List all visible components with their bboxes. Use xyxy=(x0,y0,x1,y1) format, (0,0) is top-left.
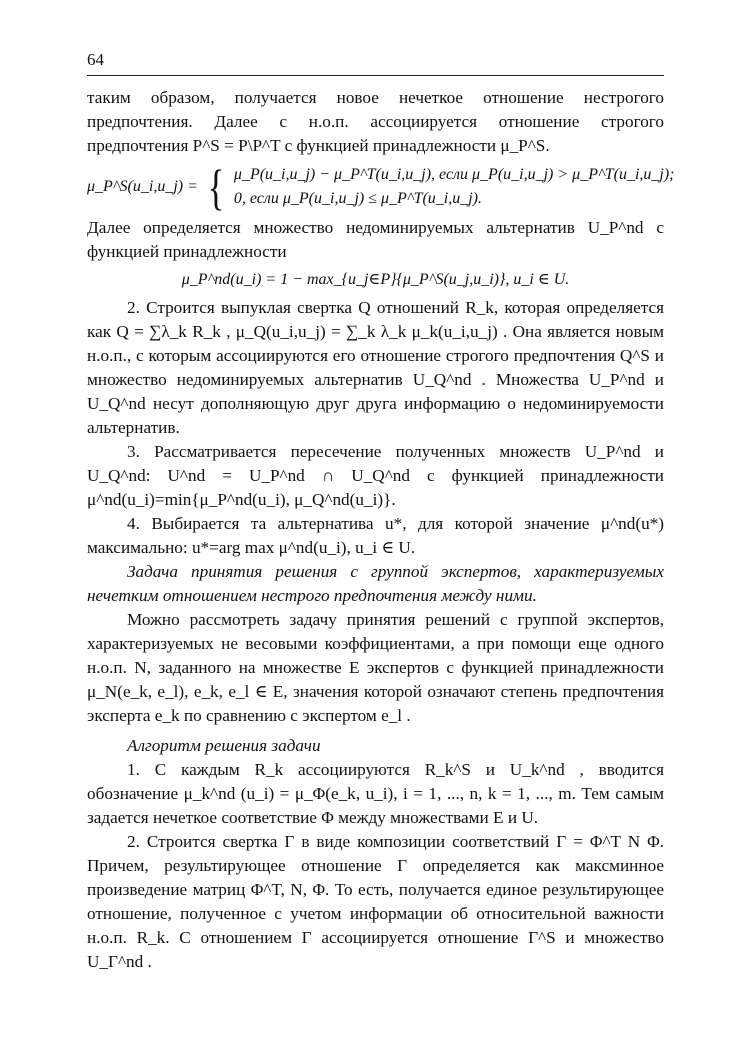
section-heading-group-task: Задача принятия решения с группой экспертов, характеризуемых нечетким отношением нестрого предпочтения между ними. xyxy=(87,562,664,605)
formula-strict-preference xyxy=(87,159,675,215)
page-number: 64 xyxy=(87,50,104,69)
paragraph-9: 2. Строится свертка Γ в виде композиции соответствий Γ = Φ^T N Φ. Причем, результирующее отношение Γ определяется как максминное произведение матриц Φ^T, N, Φ. То есть, получается единое результирующее отношение, полученное с учетом информации об относительной важности н.о.п. R_k. С отношением Γ ассоциируется отношение Γ^S и множество U_Γ^nd . xyxy=(87,832,664,971)
page-body xyxy=(87,86,675,974)
paragraph-7: Можно рассмотреть задачу принятия решений с группой экспертов, характеризуемых не весовыми коэффициентами, а при помощи еще одного н.о.п. N, заданного на множестве E экспертов с функцией принадлежности μ_N(e_k, e_l), e_k, e_l ∈ E, значения которой означают степень предпочтения эксперта e_k по сравнению с экспертом e_l . xyxy=(87,610,664,725)
paragraph-1: таким образом, получается новое нечеткое отношение нестрогого предпочтения. Далее с н.о.п. ассоциируется отношение строгого предпочтения P^S = P\P^T с функцией принадлежности μ_P^S. xyxy=(87,88,664,155)
paragraph-8: 1. С каждым R_k ассоциируются R_k^S и U_k^nd , вводится обозначение μ_k^nd (u_i) = μ_Φ(e_k, u_i), i = 1, ..., n, k = 1, ..., m. Тем самым задается нечеткое соответствие Φ между множествами E и U. xyxy=(87,760,664,827)
formula-1-lhs: μ_P^S(u_i,u_j) = xyxy=(87,178,198,195)
formula-1-cases xyxy=(234,163,675,211)
page-header xyxy=(87,50,664,76)
paragraph-3: 2. Строится выпуклая свертка Q отношений R_k, которая определяется как Q = ∑λ_k R_k , μ_Q(u_i,u_j) = ∑_k λ_k μ_k(u_i,u_j) . Она является новым н.о.п., с которым ассоциируются его отношение строгого предпочтения Q^S и множество недоминируемых альтернатив U_Q^nd . Множества U_P^nd и U_Q^nd несут дополняющую друг друга информацию о недоминируемости альтернатив. xyxy=(87,298,664,437)
section-heading-algorithm: Алгоритм решения задачи xyxy=(127,736,321,755)
paragraph-5: 4. Выбирается та альтернатива u*, для которой значение μ^nd(u*) максимально: u*=arg max μ^nd(u_i), u_i ∈ U. xyxy=(87,514,664,557)
formula-nondominated: μ_P^nd(u_i) = 1 − max_{u_j∈P}{μ_P^S(u_j,u_i)}, u_i ∈ U. xyxy=(181,271,570,288)
paragraph-2: Далее определяется множество недоминируемых альтернатив U_P^nd с функцией принадлежности xyxy=(87,218,664,261)
paragraph-4: 3. Рассматривается пересечение полученных множеств U_P^nd и U_Q^nd: U^nd = U_P^nd ∩ U_Q^nd с функцией принадлежности μ^nd(u_i)=min{μ_P^nd(u_i), μ_Q^nd(u_i)}. xyxy=(87,442,664,509)
formula-1-case-2: 0, если μ_P(u_i,u_j) ≤ μ_P^T(u_i,u_j). xyxy=(233,190,483,207)
left-brace: { xyxy=(207,159,225,215)
formula-1-case-1: μ_P(u_i,u_j) − μ_P^T(u_i,u_j), если μ_P(u_i,u_j) > μ_P^T(u_i,u_j); xyxy=(233,166,675,183)
